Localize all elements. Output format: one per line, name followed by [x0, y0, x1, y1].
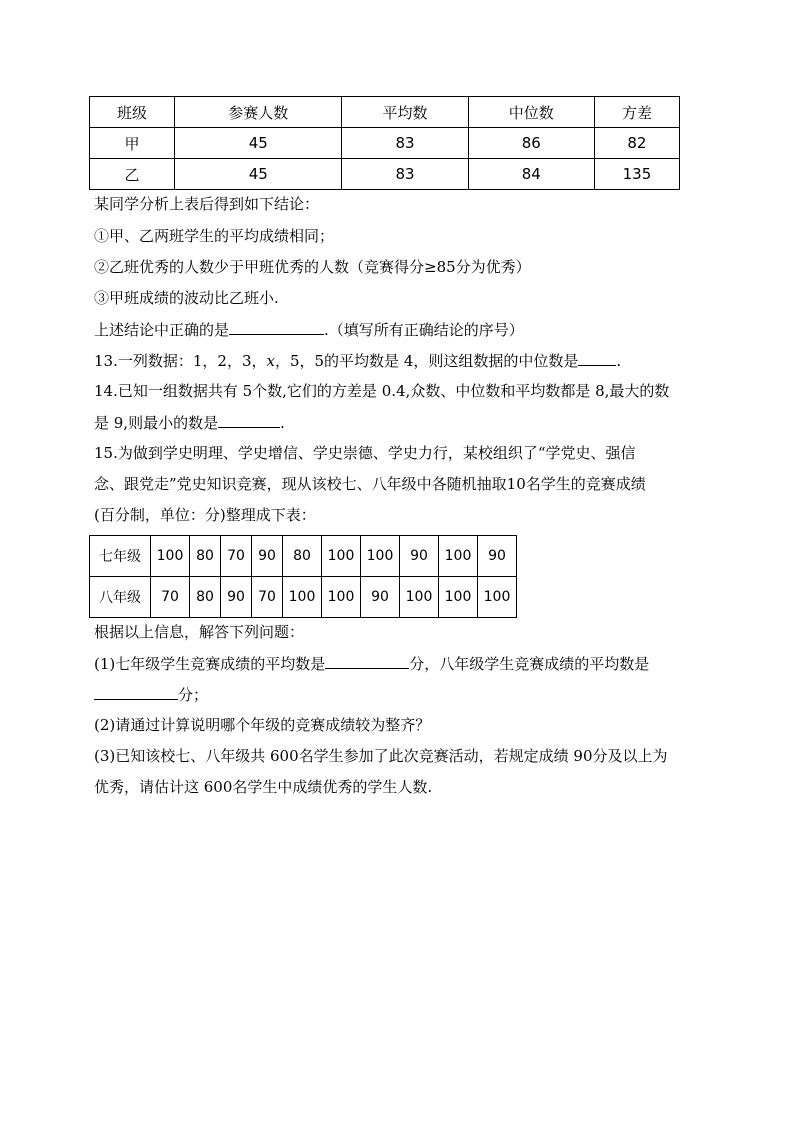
q13-text: 13.一列数据：1，2，3，	[94, 352, 267, 370]
score-cell: 90	[478, 536, 517, 577]
score-cell: 70	[252, 577, 283, 618]
question-13	[94, 350, 621, 371]
score-cell: 100	[439, 577, 478, 618]
variable-x: x	[266, 352, 275, 370]
table-cell: 甲	[90, 128, 175, 159]
question-15-part-1-continued	[94, 684, 208, 705]
table-row	[90, 159, 680, 190]
question-15-part-1	[94, 653, 649, 674]
part-text: 分；	[178, 686, 209, 704]
score-cell: 70	[221, 536, 252, 577]
answer-blank	[218, 412, 280, 428]
question-15-part-3-line-2: 优秀，请估计这 600名学生中成绩优秀的学生人数.	[94, 778, 433, 796]
grade-scores-table	[89, 535, 517, 618]
table-cell: 83	[342, 159, 468, 190]
table-cell: 45	[175, 159, 342, 190]
class-stats-table	[89, 96, 680, 190]
score-cell: 100	[400, 577, 439, 618]
row-label: 七年级	[90, 536, 151, 577]
score-cell: 80	[283, 536, 322, 577]
question-14-line-2	[94, 412, 285, 433]
table-cell: 135	[594, 159, 679, 190]
score-cell: 100	[151, 536, 190, 577]
table-cell: 82	[594, 128, 679, 159]
score-cell: 90	[221, 577, 252, 618]
score-cell: 80	[190, 536, 221, 577]
question-14-line-1: 14.已知一组数据共有 5个数,它们的方差是 0.4,众数、中位数和平均数都是 8,最大的数	[94, 382, 670, 400]
table-row	[90, 577, 517, 618]
question-15-line-3: (百分制，单位：分)整理成下表：	[94, 506, 316, 524]
table-cell: 45	[175, 128, 342, 159]
table-cell: 86	[468, 128, 594, 159]
q13-text: ，5，5的平均数是 4，则这组数据的中位数是	[274, 352, 579, 370]
answer-blank	[578, 350, 616, 366]
score-cell: 100	[283, 577, 322, 618]
conclusion-2: ②乙班优秀的人数少于甲班优秀的人数（竞赛得分≥85分为优秀）	[94, 258, 531, 276]
score-cell: 90	[400, 536, 439, 577]
score-cell: 100	[439, 536, 478, 577]
score-cell: 100	[322, 536, 361, 577]
table-header-row	[90, 97, 680, 128]
q14-text: .	[280, 414, 285, 432]
answer-blank	[94, 684, 178, 700]
analysis-intro: 某同学分析上表后得到如下结论：	[94, 195, 320, 213]
score-cell: 80	[190, 577, 221, 618]
part-text: 分，八年级学生竞赛成绩的平均数是	[409, 655, 650, 673]
table-cell: 84	[468, 159, 594, 190]
table-header-cell: 参赛人数	[175, 97, 342, 128]
question-15-line-2: 念、跟党走”党史知识竞赛，现从该校七、八年级中各随机抽取10名学生的竞赛成绩	[94, 475, 646, 493]
table-header-cell: 平均数	[342, 97, 468, 128]
table-header-cell: 中位数	[468, 97, 594, 128]
table-row	[90, 536, 517, 577]
table-header-cell: 方差	[594, 97, 679, 128]
row-label: 八年级	[90, 577, 151, 618]
table-header-cell: 班级	[90, 97, 175, 128]
question-15-line-1: 15.为做到学史明理、学史增信、学史崇德、学史力行，某校组织了“学党史、强信	[94, 444, 636, 462]
question-12-prompt	[94, 319, 524, 340]
conclusion-3: ③甲班成绩的波动比乙班小.	[94, 289, 279, 307]
answer-blank	[325, 653, 409, 669]
score-cell: 90	[361, 577, 400, 618]
q13-text: .	[616, 352, 622, 370]
conclusion-1: ①甲、乙两班学生的平均成绩相同；	[94, 227, 335, 245]
score-cell: 100	[478, 577, 517, 618]
question-15-instructions: 根据以上信息，解答下列问题：	[94, 623, 305, 641]
table-cell: 乙	[90, 159, 175, 190]
prompt-text: .（填写所有正确结论的序号）	[324, 321, 524, 339]
score-cell: 90	[252, 536, 283, 577]
question-15-part-3-line-1: (3)已知该校七、八年级共 600名学生参加了此次竞赛活动，若规定成绩 90分及以上为	[94, 747, 668, 765]
score-cell: 100	[361, 536, 400, 577]
question-15-part-2: (2)请通过计算说明哪个年级的竞赛成绩较为整齐？	[94, 716, 431, 734]
part-text: (1)七年级学生竞赛成绩的平均数是	[94, 655, 326, 673]
q14-text: 是 9,则最小的数是	[94, 414, 219, 432]
score-cell: 100	[322, 577, 361, 618]
table-row	[90, 128, 680, 159]
score-cell: 70	[151, 577, 190, 618]
answer-blank	[229, 319, 324, 335]
table-cell: 83	[342, 128, 468, 159]
prompt-text: 上述结论中正确的是	[94, 321, 230, 339]
